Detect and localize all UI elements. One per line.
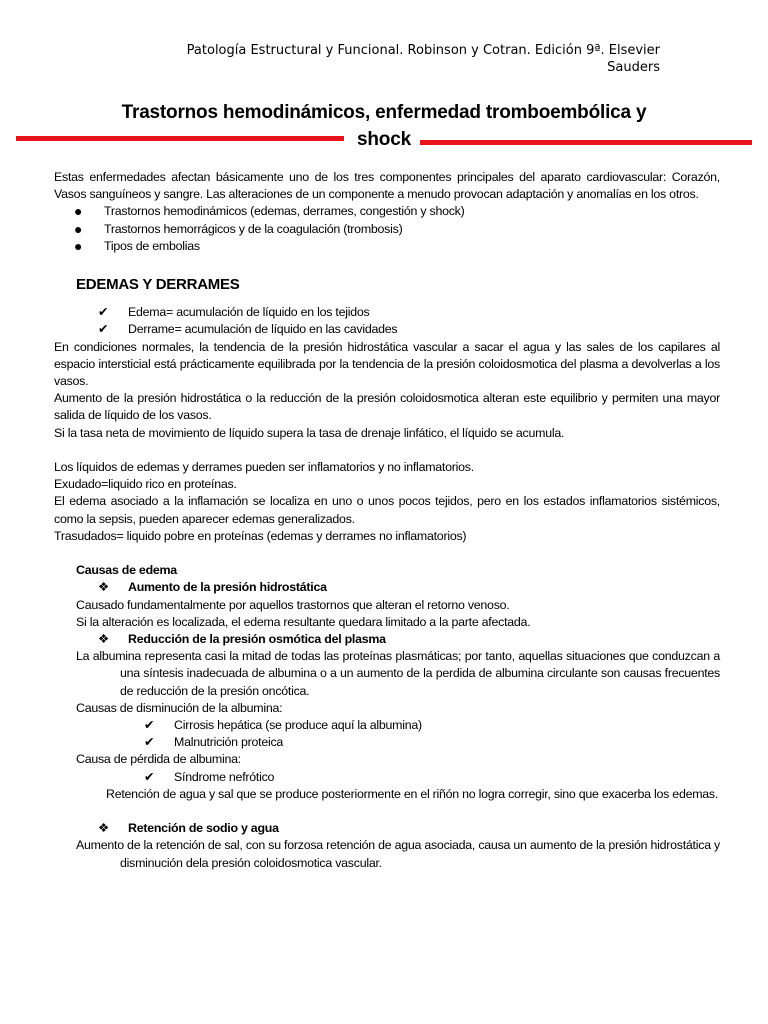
paragraph: Causa de pérdida de albumina: — [76, 752, 241, 767]
paragraph: La albumina representa casi la mitad de todas las proteínas plasmáticas; por tanto, aquellas situaciones que conduzcan a una síntesis inadecuada de albumina o a un aumento de la perdida de albumina circulante son causas frecuentes de reducción de la presión oncótica. — [76, 649, 720, 698]
diamond-icon: ❖ — [98, 580, 109, 595]
paragraph: Si la alteración es localizada, el edema resultante quedara limitado a la parte afectada. — [76, 614, 531, 629]
paragraph: Exudado=liquido rico en proteínas. — [54, 477, 237, 492]
diamond-icon: ❖ — [98, 632, 109, 647]
document-title-line2: shock — [357, 129, 411, 150]
list-item: ● Trastornos hemorrágicos y de la coagulación (trombosis) — [74, 220, 403, 237]
diamond-icon: ❖ — [98, 821, 109, 836]
bullet-icon: ● — [74, 203, 83, 220]
check-icon: ✔ — [144, 718, 155, 733]
paragraph: El edema asociado a la inflamación se localiza en uno o unos pocos tejidos, pero en los estados inflamatorios sistémicos, como la sepsis, pueden aparecer edemas generalizados. — [54, 494, 720, 526]
list-item: ❖ Reducción de la presión osmótica del plasma — [54, 631, 720, 648]
list-item: ✔ Síndrome nefrótico — [54, 769, 720, 786]
list-item: ✔ Derrame= acumulación de líquido en las cavidades — [54, 321, 720, 338]
subsection-heading: Causas de edema — [76, 563, 177, 578]
document-title-line1: Trastornos hemodinámicos, enfermedad tromboembólica y — [121, 102, 647, 123]
list-item: ❖ Retención de sodio y agua — [54, 820, 720, 837]
paragraph: Causas de disminución de la albumina: — [76, 700, 283, 715]
paragraph: Aumento de la retención de sal, con su forzosa retención de agua asociada, causa un aumento de la presión hidrostática y disminución dela presión coloidosmotica vascular. — [76, 838, 720, 870]
document-body — [54, 169, 720, 872]
check-icon: ✔ — [144, 769, 155, 784]
list-item: ✔ Cirrosis hepática (se produce aquí la albumina) — [54, 717, 720, 734]
list-item: ✔ Malnutrición proteica — [54, 734, 720, 751]
paragraph: En condiciones normales, la tendencia de la presión hidrostática vascular a sacar el agua y las sales de los capilares al espacio intersticial está prácticamente equilibrada por la tendencia de la presión coloidosmotica del plasma a devolverlas a los vasos. — [54, 339, 720, 389]
list-item: ❖ Aumento de la presión hidrostática — [54, 579, 720, 596]
check-icon: ✔ — [144, 735, 155, 750]
check-icon: ✔ — [98, 305, 109, 320]
paragraph: Trasudados= liquido pobre en proteínas (edemas y derrames no inflamatorios) — [54, 528, 467, 543]
list-item: ● Trastornos hemodinámicos (edemas, derrames, congestión y shock) — [74, 203, 465, 220]
check-icon: ✔ — [98, 322, 109, 337]
paragraph: Retención de agua y sal que se produce posteriormente en el riñón no logra corregir, sino que exacerba los edemas. — [106, 786, 719, 801]
bullet-icon: ● — [74, 237, 83, 254]
title-rule-right — [420, 140, 752, 145]
paragraph: Si la tasa neta de movimiento de líquido supera la tasa de drenaje linfático, el líquido se acumula. — [54, 425, 565, 440]
paragraph: Los líquidos de edemas y derrames pueden ser inflamatorios y no inflamatorios. — [54, 460, 474, 475]
paragraph: Causado fundamentalmente por aquellos trastornos que alteran el retorno venoso. — [76, 597, 510, 612]
paragraph: Aumento de la presión hidrostática o la reducción de la presión coloidosmotica alteran este equilibrio y permiten una mayor salida de líquido de los vasos. — [54, 391, 720, 423]
citation-header: Patología Estructural y Funcional. Robinson y Cotran. Edición 9ª. Elsevier Sauders — [186, 43, 660, 75]
section-heading: EDEMAS Y DERRAMES — [76, 276, 240, 294]
bullet-icon: ● — [74, 220, 83, 237]
intro-paragraph: Estas enfermedades afectan básicamente uno de los tres componentes principales del aparato cardiovascular: Corazón, Vasos sanguíneos y sangre. Las alteraciones de un componente a menudo provocan adaptación y anomalías en los otros. — [54, 170, 720, 202]
list-item: ✔ Edema= acumulación de líquido en los tejidos — [54, 304, 720, 321]
list-item: ● Tipos de embolias — [74, 237, 200, 254]
